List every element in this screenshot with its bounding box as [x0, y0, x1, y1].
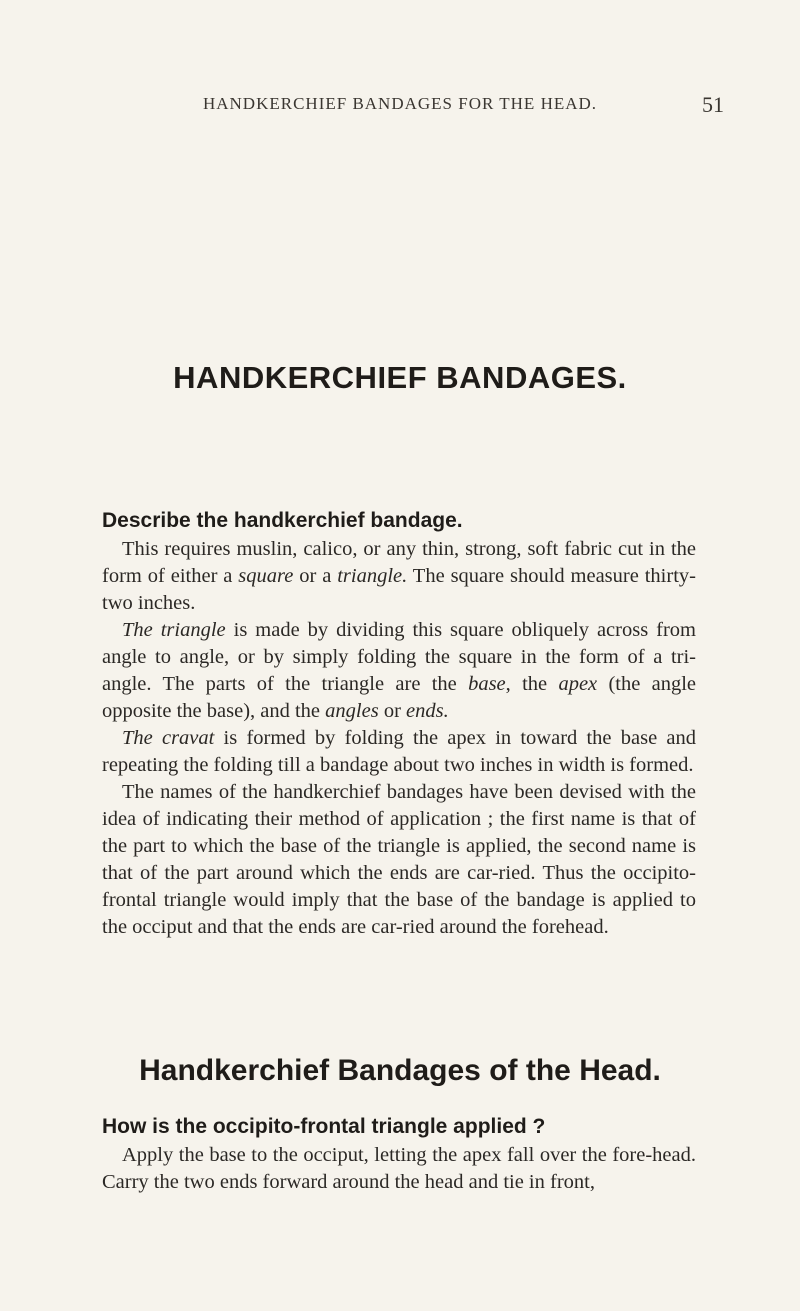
section-title: Handkerchief Bandages of the Head.	[139, 1054, 661, 1087]
page-number: 51	[702, 92, 724, 117]
paragraph-cravat: The cravat is formed by folding the apex in toward the base and repeating the folding till a bandage about two inches in width is formed.	[102, 727, 696, 776]
running-head: HANDKERCHIEF BANDAGES FOR THE HEAD.	[202, 94, 598, 113]
paragraph-materials: This requires muslin, calico, or any thin, strong, soft fabric cut in the form of either a square or a triangle. The square should measure thirty-two inches.	[102, 538, 696, 614]
question-heading: Describe the handkerchief bandage.	[102, 509, 463, 532]
paragraph-names: The names of the handkerchief bandages have been devised with the idea of indicating their method of application ; the first name is that of the part to which the base of the triangle is applied, the second name is that of the part around which the ends are car-ried. Thus the occipito-frontal triangle would imply that the base of the bandage is applied to the occiput and that the ends are car-ried around the forehead.	[102, 781, 696, 938]
paragraph-application: Apply the base to the occiput, letting the apex fall over the fore-head. Carry the two ends forward around the head and tie in front,	[102, 1144, 696, 1193]
question-heading: How is the occipito-frontal triangle applied ?	[102, 1115, 546, 1138]
section-occipito-frontal	[102, 1112, 696, 1196]
chapter-title: HANDKERCHIEF BANDAGES.	[173, 360, 627, 395]
section-describe-bandage	[102, 506, 696, 941]
paragraph-triangle: The triangle is made by dividing this square obliquely across from angle to angle, or by simply folding the square in the form of a tri-angle. The parts of the triangle are the base, the apex (the angle opposite the base), and the angles or ends.	[102, 619, 697, 722]
